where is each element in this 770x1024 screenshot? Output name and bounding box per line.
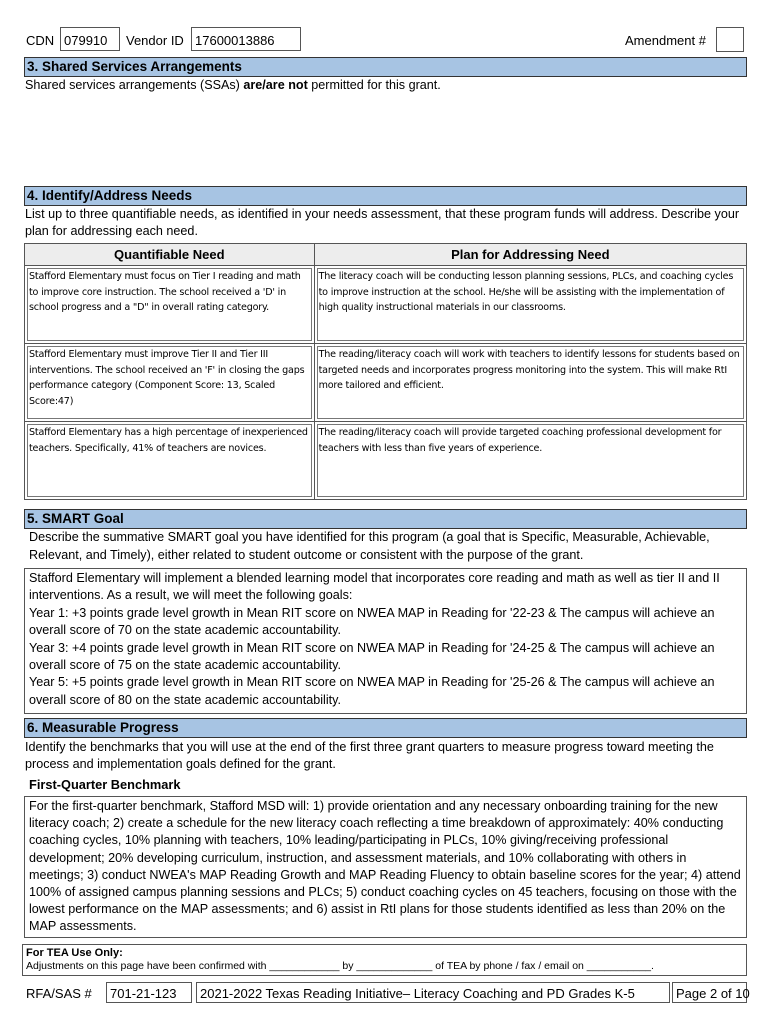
needs-table-header [25,244,747,266]
cdn-label: CDN [26,33,55,48]
section-6-instructions: Identify the benchmarks that you will use at the end of the first three grant quarters to measure progress toward meeting the process and implementation goals defined for the grant. [25,740,714,771]
form-footer [22,982,750,1004]
form-header [24,27,746,54]
smart-goal-line: Year 1: +3 points grade level growth in Mean RIT score on NWEA MAP in Reading for '22-23 & The campus will achieve an overall score of 70 on the state academic accountability. [29,605,715,638]
vendor-id-field[interactable]: 17600013886 [191,27,301,51]
smart-goal-line: Year 3: +4 points grade level growth in Mean RIT score on NWEA MAP in Reading for '24-25 & The campus will achieve an overall score of 75 on the state academic accountability. [29,640,715,673]
page-number: Page 2 of 10 [672,982,747,1003]
section-5-title: 5. SMART Goal [24,509,747,529]
table-row [25,266,747,344]
ssa-text-before: Shared services arrangements (SSAs) [25,78,244,92]
vendor-id-label: Vendor ID [126,33,184,48]
plan-cell[interactable]: The literacy coach will be conducting lesson planning sessions, PLCs, and coaching cycles to improve instruction at the school. He/she will be assisting with the implementation of high quality instructional materials in our classrooms. [317,268,744,341]
col-plan: Plan for Addressing Need [314,244,746,266]
program-name-field: 2021-2022 Texas Reading Initiative– Literacy Coaching and PD Grades K-5 [196,982,670,1003]
need-cell[interactable]: Stafford Elementary must focus on Tier I reading and math to improve core instruction. The school received a 'D' in school progress and a "D" in overall rating category. [27,268,312,341]
tea-adjustments-text: Adjustments on this page have been confirmed with ____________ by _____________ of TEA by phone / fax / email on ___________. [26,960,654,972]
plan-cell[interactable]: The reading/literacy coach will provide targeted coaching professional development for teachers with less than five years of experience. [317,424,744,497]
plan-cell[interactable]: The reading/literacy coach will work with teachers to identify lessons for students based on targeted needs and incorporates progress monitoring into the system. This will make RtI more tailored and efficient. [317,346,744,419]
smart-goal-line: Stafford Elementary will implement a blended learning model that incorporates core reading and math as well as tier II and II interventions. As a result, we will meet the following goals: [29,571,720,603]
smart-goal-line: Year 5: +5 points grade level growth in Mean RIT score on NWEA MAP in Reading for '25-26 & The campus will achieve an overall score of 80 on the state academic accountability. [29,675,715,707]
tea-use-only-title: For TEA Use Only: [26,947,123,959]
need-cell[interactable]: Stafford Elementary has a high percentage of inexperienced teachers. Specifically, 41% of teachers are novices. [27,424,312,497]
first-quarter-benchmark-field[interactable]: For the first-quarter benchmark, Stafford MSD will: 1) provide orientation and any necessary onboarding training for the new literacy coach; 2) create a schedule for the new literacy coach reflecting a time breakdown of approximately: 40% conducting coaching cycles, 10% planning with teachers, 10% leading/participating in PLCs, 10% giving/receiving professional development; 20% developing curriculum, instruction, and assessment materials, and 10% collaborating with others in meetings; 3) conduct NWEA's MAP Reading Growth and MAP Reading Fluency to obtain baseline scores for the year; 4) attend 100% of assigned campus planning sessions and PLCs; 5) conduct coaching cycles on 45 teachers, focusing on those with the lowest performance on the MAP assessments; and 6) assist in RtI plans for those students identified as less than 20% on the MAP assessments. [24,796,747,938]
smart-goal-field[interactable] [24,568,747,714]
section-4-title: 4. Identify/Address Needs [24,186,747,206]
section-3-text [25,77,745,94]
table-row [25,344,747,422]
ssa-are-are-not: are/are not [243,78,308,92]
cdn-field[interactable]: 079910 [60,27,120,51]
table-row [25,422,747,500]
section-6-title: 6. Measurable Progress [24,718,747,738]
need-cell[interactable]: Stafford Elementary must improve Tier II and Tier III interventions. The school received an 'F' in closing the gaps performance category (Component Score: 13, Scaled Score:47) [27,346,312,419]
rfa-sas-field: 701-21-123 [106,982,192,1003]
ssa-text-after: permitted for this grant. [307,78,441,92]
tea-use-only-box [22,944,747,976]
amendment-field[interactable] [716,27,744,52]
first-quarter-benchmark-label: First-Quarter Benchmark [29,777,181,792]
section-3-title: 3. Shared Services Arrangements [24,57,747,77]
col-quantifiable-need: Quantifiable Need [25,244,315,266]
rfa-sas-label: RFA/SAS # [26,986,92,1001]
amendment-label: Amendment # [625,33,706,48]
section-5-instructions: Describe the summative SMART goal you have identified for this program (a goal that is Specific, Measurable, Achievable, Relevant, and Timely), either related to student outcome or consistent with the purpose of the grant. [29,530,710,562]
needs-table [24,243,747,500]
section-4-instructions: List up to three quantifiable needs, as identified in your needs assessment, that these program funds will address. Describe your plan for addressing each need. [25,207,740,238]
